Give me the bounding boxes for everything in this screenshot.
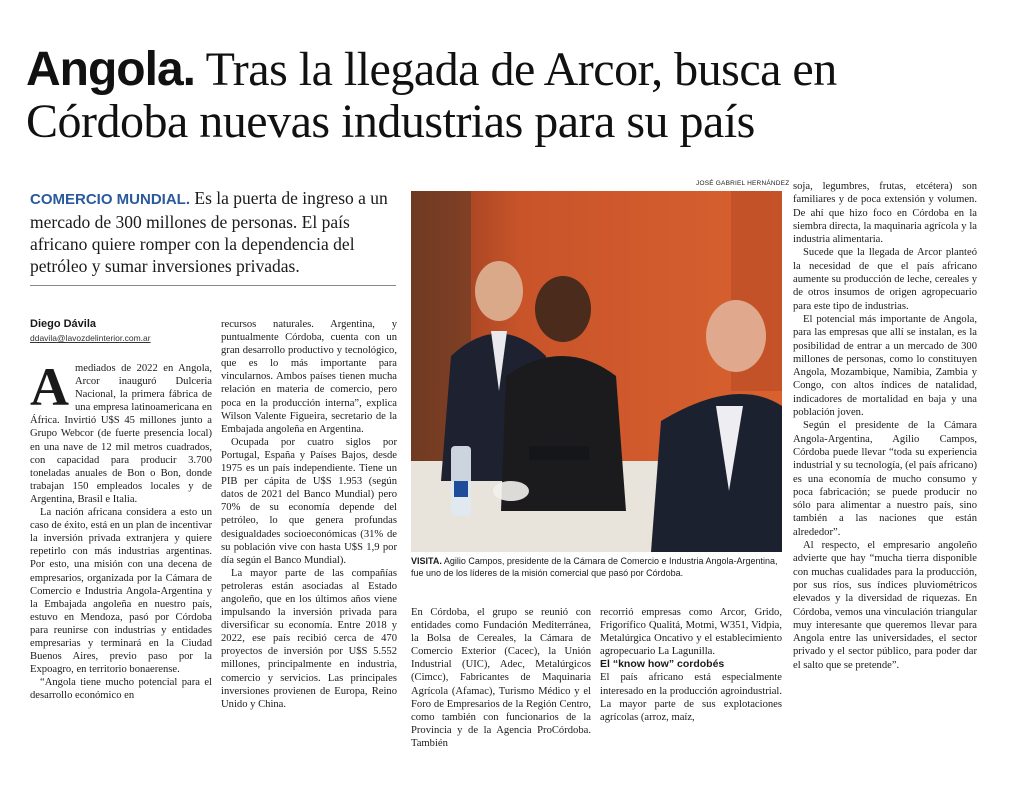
headline-bold: Angola.: [26, 43, 195, 96]
kicker-block: [30, 187, 398, 277]
column-1: [30, 357, 212, 702]
headline: [26, 44, 1006, 148]
col1-p3: “Angola tiene mucho potencial para el desarrollo económico en: [30, 677, 212, 702]
kicker-label: COMERCIO MUNDIAL.: [30, 191, 190, 208]
col1-p2: La nación africana considera a esto un caso de éxito, está en un plan de incentivar la inversión privada extranjera y quiere repetirlo con más industrias argentinas. Por esto, una misión con una decena de empresarios, organizada por la Cámara de Comercio e Industria Angola-Argentina y la Embajada angoleña en nuestro país, estuvo en Mendoza, pasó por Córdoba para reunirse con industrias y entidades empresarias y terminará en la Ciudad Buenos Aires, previo paso por la Expoagro, en territorio bonaerense.: [30, 507, 212, 676]
caption-text: Agilio Campos, presidente de la Cámara de Comercio e Industria Angola-Argentina, fue uno de los líderes de la misión comercial que pasó por Córdoba.: [411, 556, 778, 578]
col5-p1: soja, legumbres, frutas, etcétera) son familiares y de poca extensión y volumen. De ahí que hizo foco en Córdoba en la siembra directa, la maquinaria agrícola y la industria alimentaria.: [793, 181, 977, 246]
col5-p3: El potencial más importante de Angola, para las empresas que allí se instalan, es la posibilidad de entrar a un mercado de 300 millones de personas, como lo constituyen Angola, Mozambique, Namibia, Zambia y Congo, con altos índices de natalidad, indicadores de mortalidad en baja y una población joven.: [793, 313, 977, 419]
column-4: [600, 606, 782, 724]
col4-p1: recorrió empresas como Arcor, Grido, Frigorífico Qualitá, Motmi, W351, Vidpia, Metalúrgica Oncativo y el establecimiento agropecuario La Lagunilla.: [600, 607, 782, 658]
photo-caption: [411, 556, 782, 579]
news-photo: [411, 191, 782, 552]
col4-p2: El país africano está especialmente interesado en la producción agroindustrial. La mayor parte de sus explotaciones agrícolas (arroz, maíz,: [600, 672, 782, 723]
col2-p3: La mayor parte de las compañías petroleras están asociadas al Estado angoleño, que en los últimos años viene impulsando la inversión privada para diversificar su economía. Entre 2018 y 2022, ese país recibió cerca de 470 proyectos de inversión por U$S 5.552 millones, principalmente en industria, comercio y servicios. Las principales inversiones provienen de Europa, Reino Unido y China.: [221, 567, 397, 710]
col5-p2: Sucede que la llegada de Arcor planteó la necesidad de que el país africano aumente su producción de leche, cereales y de otros insumos de origen agropecuario para este tipo de industrias.: [793, 247, 977, 312]
caption-label: VISITA.: [411, 556, 442, 566]
headline-rest: Tras la llegada de Arcor, busca en Córdoba nuevas industrias para su país: [26, 43, 837, 148]
column-2: [221, 318, 397, 711]
col2-p1: recursos naturales. Argentina, y puntualmente Córdoba, cuenta con un gran desarrollo productivo y tecnológico, que es lo más importante para vincularnos. Ambos países tienen mucha relación en materia de comercio, pero poca en la producción interna”, explica Wilson Valente Figueira, secretario de la Embajada angoleña en Argentina.: [221, 319, 397, 435]
photo-credit: JOSÉ GABRIEL HERNÁNDEZ: [696, 180, 790, 187]
photo-illustration: [411, 191, 782, 552]
col5-p5: Al respecto, el empresario angoleño advierte que hay “mucha tierra disponible con muchas cualidades para la producción, por sus ríos, sus índices pluviométricos elevados y la diversidad de riquezas. En Córdoba, vemos una vinculación triangular muy interesante que queremos llevar para Angola entre las universidades, el sector privado y el sector público, para poder dar el salto que se pretende”.: [793, 540, 977, 671]
dropcap: A: [30, 357, 69, 417]
column-3: [411, 606, 591, 750]
column-5: [793, 180, 977, 672]
col1-p1: mediados de 2022 en Angola, Arcor inauguró Dulceria Nacional, la primera fábrica de una empresa latinoamericana en África. Invirtió U$S 45 millones junto a Grupo Webcor (de fuerte presencia local) en una nave de 12 mil metros cuadrados, con capacidad para producir 3.700 toneladas anuales de Bon o Bon, donde trabajan 150 empleados locales y de Argentina, Brasil e Italia.: [30, 363, 212, 505]
section-subhead: El “know how” cordobés: [600, 658, 725, 671]
col3-p1: En Córdoba, el grupo se reunió con entidades como Fundación Mediterránea, la Bolsa de Cereales, la Cámara de Comercio Exterior (Cacec), la Unión Industrial (UIC), Adec, Metalúrgicos (Cimcc), Fabricantes de Maquinaria Agrícola (Afamac), Turismo Médico y el Foro de Empresarios de la Región Centro, como también con funcionarios de la Provincia y de la Agencia ProCórdoba. También: [411, 607, 591, 749]
col2-p2: Ocupada por cuatro siglos por Portugal, España y Países Bajos, desde 1975 es un país independiente. Tiene un PIB per cápita de U$S 1.953 (según datos de 2021 del Banco Mundial) pero 70% de su economía depende del petróleo, lo que genera profundas desigualdades socioeconómicas (31% de su población vive con hasta U$S 1,9 por día según el Banco Mundial).: [221, 436, 397, 566]
kicker-text: Es la puerta de ingreso a un mercado de 300 millones de personas. El país africano quiere romper con la dependencia del petróleo y sumar inversiones privadas.: [30, 188, 388, 276]
byline-email[interactable]: ddavila@lavozdelinterior.com.ar: [30, 333, 151, 343]
divider: [30, 285, 396, 286]
col5-p4: Según el presidente de la Cámara Angola-Argentina, Agilio Campos, Córdoba puede llevar “toda su experiencia industrial y su tecnología, (el país africano) es una economía de mucho consumo y poca fabricación; se puede producir no sólo para alimentar a nuestro país, sino también a las naciones que están alrededor”.: [793, 420, 977, 538]
byline-author: Diego Dávila: [30, 318, 97, 330]
